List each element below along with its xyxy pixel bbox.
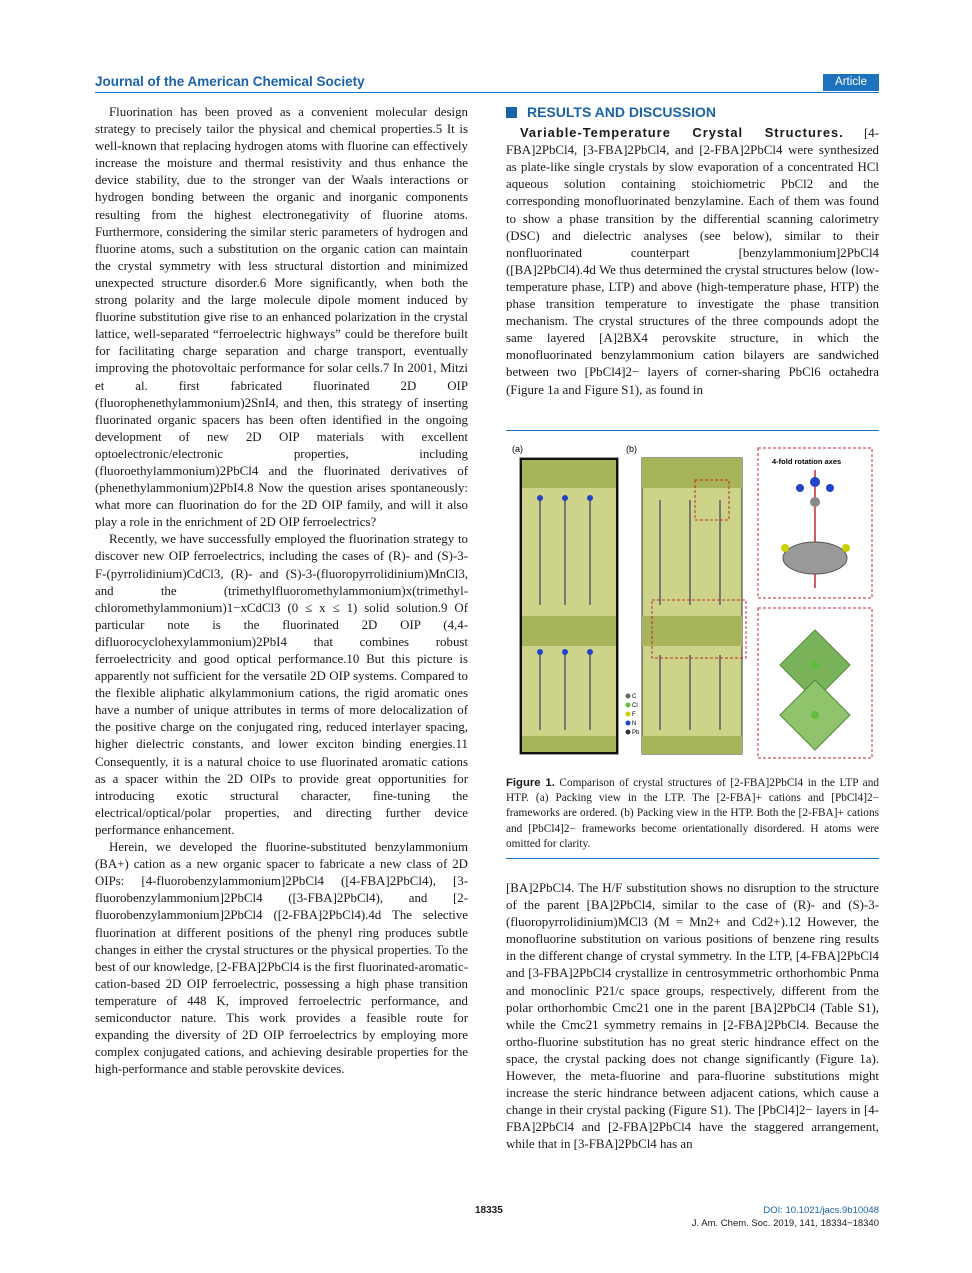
legend-cl: Cl <box>632 703 638 709</box>
page-number: 18335 <box>475 1205 503 1216</box>
octahedra-inset <box>758 608 872 758</box>
paragraph-fluorination: Fluorination has been proved as a convenient molecular design strategy to precisely tailor the physical and chemical properties.5 It is well-known that replacing hydrogen atoms with fluorine can effectively increase the moisture and thermal resistivity and thus enhance the device stability, due to the stronger van der Waals interactions or hydrogen bonding between the organic and inorganic components resulting from the highest electronegativity of fluorine atoms. Furthermore, considering the similar steric parameters of hydrogen and fluorine atoms, such a substitution on the organic cation can maintain the crystal symmetry with less structural distortion and minimized unexpected structure disorder.6 More significantly, when both the strong polarity and the large molecule dipole moment induced by fluorine substitution give rise to an enhanced polarization in the crystal lattice, well-separated “ferroelectric highways” could be therefore built for facilitating charge separation and charge transport, eventually improving the photovoltaic performance for solar cells.7 In 2001, Mitzi et al. first fabricated fluorinated 2D OIP (fluorophenethylammonium)2SnI4, and then, this strategy of inserting fluorinated organic spacers has been often identified in the ongoing development of new 2D OIP materials with excellent optoelectronic/electronic properties, including (fluoroethylammonium)2PbCl4 and the fluorinated derivatives of (phenethylammonium)2PbI4.8 Now the question arises spontaneously: what more can fluorination do for the 2D OIP family, and will it also play a role in the enrichment of 2D OIP ferroelectrics? <box>95 105 468 530</box>
paragraph-recently: Recently, we have successfully employed the fluorination strategy to discover new OIP ferroelectrics, including the cases of (R)- and (S)-3-F-(pyrrolidinium)CdCl3, (R)- and (S)-3-(fluoropyrrolidinium)MnCl3, and the (trimethylfluoromethylammonium)x(trimethyl- chloromethylammonium)1−xCdCl3 (0 ≤ x ≤ 1) solid solution.9 Of particular note is the fluorinated 2D OIP (4,4-difluorocyclohexylammonium)2PbI4 that combines robust ferroelectricity and good optical performance.10 But this picture is apparently not sufficient for the versatile 2D OIP systems. Compared to the flexible aliphatic alkylammonium cations, the rigid aromatic ones have a number of unique attributes in terms of more delocalization of the positive charge on the conjugated ring, reduced interlayer spacing, higher dielectric constants, and lower exciton binding energies.11 Consequently, it is a natural choice to use fluorinated aromatic cations as a spacer within the 2D OIPs to provide great opportunities for introducing exotic structural character, fine-tuning the electrical/optical/polar properties, and directing further device performance enhancement. <box>95 532 468 837</box>
legend-pb: Pb <box>632 730 640 736</box>
section-title: RESULTS AND DISCUSSION <box>527 104 717 120</box>
rotation-axes-inset <box>758 448 872 598</box>
panel-b-label: (b) <box>626 444 637 454</box>
rotation-axes-label: 4-fold rotation axes <box>772 457 842 466</box>
crystal-structure-figure <box>510 440 878 770</box>
citation-text: J. Am. Chem. Soc. 2019, 141, 18334−18340 <box>691 1218 879 1229</box>
legend-c: C <box>632 694 637 700</box>
header-rule <box>95 92 879 93</box>
right-column-top <box>506 104 879 399</box>
section-square-icon <box>506 107 517 118</box>
subsection-title: Variable-Temperature Crystal Structures. <box>520 125 844 141</box>
panel-a-label: (a) <box>512 444 523 454</box>
legend-atoms <box>626 694 641 737</box>
journal-title[interactable]: Journal of the American Chemical Society <box>95 74 365 89</box>
paragraph-ba: [BA]2PbCl4. The H/F substitution shows no disruption to the structure of the parent [BA]2PbCl4, similar to the case of (R)- and (S)-3-(fluoropyrrolidinium)MCl3 (M = Mn2+ and Cd2+).12 However, the monofluorine substitution on various positions of benzene ring results in the different change of crystal symmetry. In the LTP, [4-FBA]2PbCl4 and [3-FBA]2PbCl4 crystallize in centrosymmetric orthorhombic Pnma and monoclinic P21/c space groups, respectively, different from the polar orthorhombic Cmc21 one in the parent [BA]2PbCl4 (Table S1), while the Cmc21 symmetry remains in [2-FBA]2PbCl4. Because the ortho-fluorine substitution has no great steric hindrance effect on the space, the crystal packing does not change significantly (Figure 1a). However, the meta-fluorine and para-fluorine substitutions might increase the steric hindrance between adjacent cations, which cause a change in their crystal packing (Figure S1). The [PbCl4]2− layers in [4-FBA]2PbCl4 and [2-FBA]2PbCl4 have the staggered arrangement, while that in [3-FBA]2PbCl4 has an <box>506 881 879 1152</box>
doi-link[interactable]: DOI: 10.1021/jacs.9b10048 <box>763 1205 879 1216</box>
legend-f: F <box>632 712 636 718</box>
panel-b-structure <box>642 458 746 754</box>
caption-label: Figure 1. <box>506 777 555 789</box>
page-header <box>95 74 879 94</box>
results-text: [4-FBA]2PbCl4, [3-FBA]2PbCl4, and [2-FBA]2PbCl4 were synthesized as plate-like single crystals by slow evaporation of a concentrated HCl aqueous solution containing stoichiometric PbCl2 and the corresponding monofluorinated benzylamine. Each of them was found to show a phase transition by the differential scanning calorimetry (DSC) and dielectric analyses (see below), similar to their nonfluorinated counterpart [benzylammonium]2PbCl4 ([BA]2PbCl4).4d We thus determined the crystal structures below (low-temperature phase, LTP) and above (high-temperature phase, HTP) the phase transition temperature to investigate the phase transition mechanism. The crystal structures of the three compounds adopt the same layered [A]2BX4 perovskite structure, in which the monofluorinated benzylammonium cation bilayers are sandwiched between two [PbCl4]2− layers of corner-sharing PbCl6 octahedra (Figure 1a and Figure S1), as found in <box>506 126 879 397</box>
figure-1 <box>510 440 878 770</box>
paragraph-herein: Herein, we developed the fluorine-substituted benzylammonium (BA+) cation as a new organic spacer to fabricate a new class of 2D OIPs: [4-fluorobenzylammonium]2PbCl4 ([4-FBA]2PbCl4), [3-fluorobenzylammonium]2PbCl4 ([3-FBA]2PbCl4), and [2-fluorobenzylammonium]2PbCl4 ([2-FBA]2PbCl4).4d The selective fluorination at different positions of the phenyl ring produces subtle changes in either the crystal structures or the physical properties. To the best of our knowledge, [2-FBA]2PbCl4 is the first fluorinated-aromatic-cation-based 2D OIP ferroelectric, possessing a high phase transition temperature of 448 K, improved ferroelectric performance, and semiconductor nature. This work provides a feasible route for expanding the diversity of 2D OIP ferroelectrics by employing more complex conjugated cations, and achieving desirable properties for the high-performance and stable perovskite devices. <box>95 840 468 1077</box>
panel-a-structure <box>520 458 618 754</box>
legend-n: N <box>632 721 637 727</box>
figure-caption <box>506 776 879 852</box>
article-badge: Article <box>823 74 879 91</box>
paragraph-results <box>506 124 879 399</box>
footer-doi-block <box>692 1204 879 1230</box>
left-column <box>95 104 468 1078</box>
caption-text: Comparison of crystal structures of [2-FBA]2PbCl4 in the LTP and HTP. (a) Packing view in the LTP. The [2-FBA]+ cations and [PbCl4]2− frameworks are ordered. (b) Packing view in the HTP. Both the [2-FBA]+ cations and [PbCl4]2− frameworks become orientationally disordered. H atoms were omitted for clarity. <box>506 777 879 850</box>
figure-bottom-rule <box>506 858 879 859</box>
figure-top-rule <box>506 430 879 431</box>
section-heading <box>506 104 879 121</box>
right-column-bottom <box>506 880 879 1154</box>
